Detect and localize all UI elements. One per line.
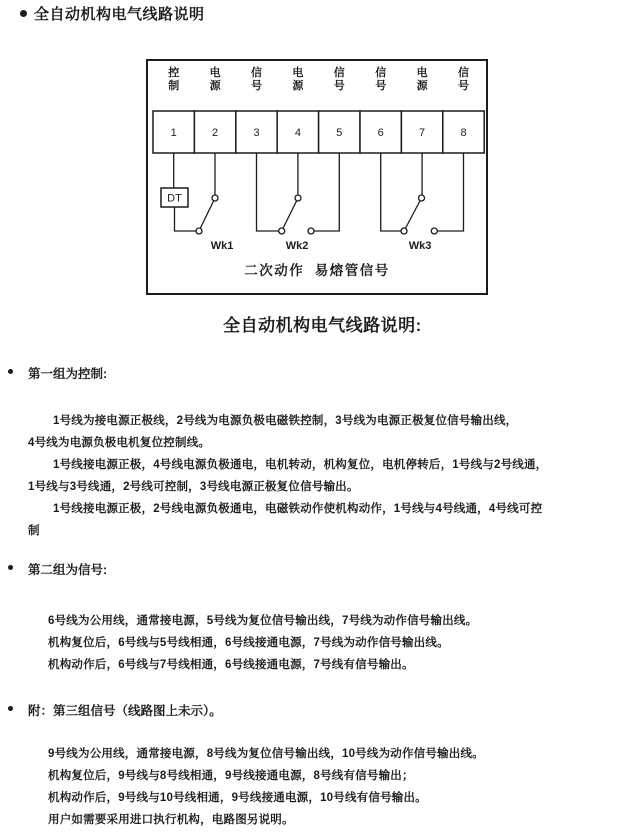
switch-wk3 xyxy=(381,153,464,252)
body-line: 1号线与3号线通，2号线可控制，3号线电源正极复位信号输出。 xyxy=(28,481,359,493)
terminal-label: 电源 xyxy=(209,67,221,92)
terminal-number: 3 xyxy=(253,127,260,139)
bullet-icon xyxy=(8,706,13,711)
terminal-number: 6 xyxy=(377,127,384,139)
body-line: 机构动作后，6号线与7号线相通，6号线接通电源，7号线有信号输出。 xyxy=(48,659,414,671)
body-line: 1号线接电源正极，2号线电源负极通电，电磁铁动作使机构动作，1号线与4号线通，4号线可控 xyxy=(53,503,543,515)
terminal-number: 4 xyxy=(294,127,301,139)
diagram-caption: 二次动作 易熔管信号 xyxy=(244,263,390,278)
terminal-label: 信号 xyxy=(251,67,262,92)
terminal-label: 电源 xyxy=(292,67,304,92)
dt-label: DT xyxy=(167,192,182,205)
switch-label: Wk3 xyxy=(408,240,432,252)
body-line: 1号线接电源正极，4号线电源负极通电，电机转动，机构复位，电机停转后，1号线与2号线通， xyxy=(53,459,548,471)
section-1-heading: 第一组为控制: xyxy=(28,367,108,381)
terminal-label: 信号 xyxy=(333,67,345,92)
section-2-heading: 第二组为信号: xyxy=(28,563,108,577)
switch-label: Wk2 xyxy=(285,240,309,252)
section-3-heading: 附：第三组信号（线路图上未示）。 xyxy=(28,704,222,718)
body-line: 9号线为公用线，通常接电源，8号线为复位信号输出线，10号线为动作信号输出线。 xyxy=(48,748,484,760)
body-line: 1号线为接电源正极线，2号线为电源负极电磁铁控制，3号线为电源正极复位信号输出线， xyxy=(53,415,518,427)
body-line: 机构复位后，6号线与5号线相通，6号线接通电源，7号线为动作信号输出线。 xyxy=(48,637,449,649)
body-line: 4号线为电源负极电机复位控制线。 xyxy=(28,437,211,449)
body-line: 机构复位后，9号线与8号线相通，9号线接通电源，8号线有信号输出； xyxy=(48,770,414,782)
terminal-number: 5 xyxy=(336,127,343,139)
bullet-icon xyxy=(8,565,13,570)
terminal-number: 8 xyxy=(460,127,467,139)
terminal-number: 1 xyxy=(170,127,177,139)
section-title: 全自动机构电气线路说明: xyxy=(223,316,422,335)
terminal-label: 信号 xyxy=(458,67,469,92)
terminal-number: 2 xyxy=(212,127,219,139)
terminal-label: 控制 xyxy=(168,67,180,92)
terminal-label: 电源 xyxy=(416,67,428,92)
circuit-diagram xyxy=(146,59,488,295)
terminal-strip xyxy=(153,111,484,153)
body-line: 机构动作后，9号线与10号线相通，9号线接通电源，10号线有信号输出。 xyxy=(48,792,427,804)
switch-label: Wk1 xyxy=(210,240,234,252)
switch-wk1 xyxy=(161,153,233,252)
terminal-label: 信号 xyxy=(375,67,387,92)
body-line: 6号线为公用线，通常接电源，5号线为复位信号输出线，7号线为动作信号输出线。 xyxy=(48,615,478,627)
bullet-icon xyxy=(20,10,27,17)
switch-wk2 xyxy=(257,153,340,252)
terminal-number: 7 xyxy=(419,127,426,139)
body-line: 用户如需要采用进口执行机构，电路图另说明。 xyxy=(48,814,294,826)
page-title: 全自动机构电气线路说明 xyxy=(34,6,205,23)
body-line: 制 xyxy=(28,525,40,537)
bullet-icon xyxy=(8,369,13,374)
